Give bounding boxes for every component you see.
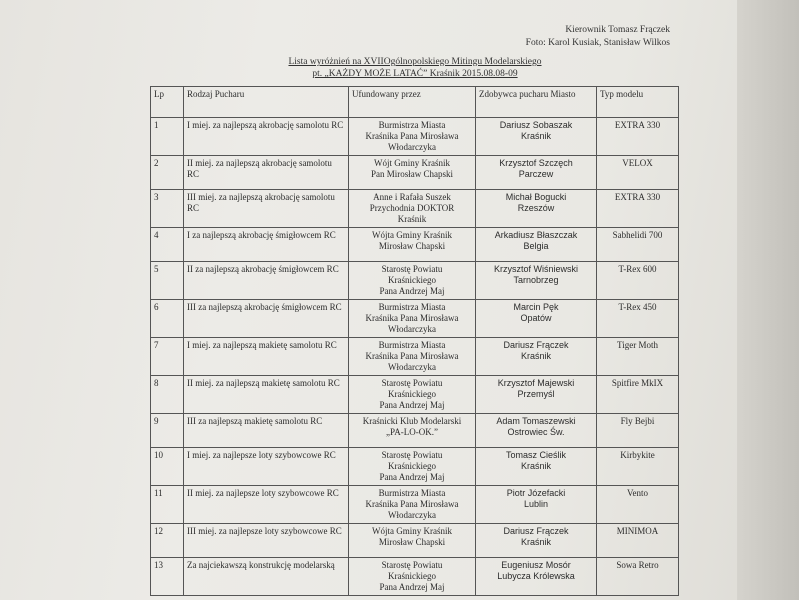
funded-line: Kraśnickiego [388, 461, 436, 471]
funded-line: Włodarczyka [388, 324, 436, 334]
table-row [151, 448, 679, 486]
row-winner [476, 486, 597, 524]
winner-name: Arkadiusz Błaszczak [494, 230, 578, 240]
funded-line: Wójta Gminy Kraśnik [372, 526, 452, 536]
row-model: Spitfire MkIX [597, 376, 679, 414]
table-row [151, 118, 679, 156]
credits-photo: Foto: Karol Kusiak, Stanisław Wilkos [525, 38, 670, 48]
row-lp: 4 [151, 228, 184, 262]
header-lp: Lp [151, 87, 184, 118]
row-model: T-Rex 450 [597, 300, 679, 338]
row-kind: I miej. za najlepsze loty szybowcowe RC [184, 448, 349, 486]
winner-city: Kraśnik [520, 537, 551, 547]
credits-block [490, 24, 670, 50]
table-row [151, 486, 679, 524]
winner-city: Przemyśl [517, 389, 555, 399]
funded-line: Włodarczyka [388, 510, 436, 520]
row-lp: 9 [151, 414, 184, 448]
winner-city: Rzeszów [517, 203, 555, 213]
document-heading [255, 56, 575, 80]
funded-line: Kraśnicki Klub Modelarski [362, 416, 462, 426]
row-model: Kirbykite [597, 448, 679, 486]
row-model: Vento [597, 486, 679, 524]
funded-line: Kraśnika Pana Mirosława [365, 351, 459, 361]
row-winner [476, 156, 597, 190]
funded-line: Kraśnika Pana Mirosława [365, 499, 459, 509]
funded-line: Starostę Powiatu [381, 378, 443, 388]
row-winner [476, 262, 597, 300]
row-winner [476, 300, 597, 338]
row-lp: 12 [151, 524, 184, 558]
row-kind: II miej. za najlepszą akrobację samolotu RC [184, 156, 349, 190]
funded-line: Przychodnia DOKTOR [369, 203, 455, 213]
row-kind: I miej. za najlepszą akrobację samolotu RC [184, 118, 349, 156]
winner-city: Parczew [518, 169, 554, 179]
funded-line: Mirosław Chapski [378, 537, 446, 547]
table-row [151, 228, 679, 262]
funded-line: Wójt Gminy Kraśnik [374, 158, 450, 168]
awards-table [150, 86, 679, 596]
funded-line: Burmistrza Miasta [378, 488, 446, 498]
winner-city: Kraśnik [520, 461, 551, 471]
funded-line: Burmistrza Miasta [378, 340, 446, 350]
winner-name: Krzysztof Wiśniewski [493, 264, 578, 274]
funded-line: Wójta Gminy Kraśnik [372, 230, 452, 240]
row-lp: 3 [151, 190, 184, 228]
winner-name: Michał Bogucki [505, 192, 567, 202]
row-winner [476, 190, 597, 228]
funded-line: Starostę Powiatu [381, 264, 443, 274]
header-model: Typ modelu [597, 87, 679, 118]
row-winner [476, 524, 597, 558]
row-kind: III za najlepszą makietę samolotu RC [184, 414, 349, 448]
winner-name: Adam Tomaszewski [496, 416, 576, 426]
page-shadow-edge [737, 0, 799, 600]
row-winner [476, 558, 597, 596]
table-row [151, 524, 679, 558]
funded-line: Pana Andrzej Maj [379, 582, 445, 592]
row-lp: 11 [151, 486, 184, 524]
table-row [151, 414, 679, 448]
winner-name: Dariusz Sobaszak [499, 120, 573, 130]
row-kind: Za najciekawszą konstrukcję modelarską [184, 558, 349, 596]
header-winner: Zdobywca pucharu Miasto [476, 87, 597, 118]
table-row [151, 190, 679, 228]
table-row [151, 156, 679, 190]
row-model: MINIMOA [597, 524, 679, 558]
row-winner [476, 228, 597, 262]
row-kind: II miej. za najlepszą makietę samolotu RC [184, 376, 349, 414]
row-kind: III miej. za najlepsze loty szybowcowe RC [184, 524, 349, 558]
row-funded [349, 524, 476, 558]
row-winner [476, 376, 597, 414]
funded-line: Burmistrza Miasta [378, 302, 446, 312]
row-model: Tiger Moth [597, 338, 679, 376]
winner-name: Piotr Józefacki [506, 488, 566, 498]
row-funded [349, 190, 476, 228]
funded-line: Pana Andrzej Maj [379, 286, 445, 296]
funded-line: Starostę Powiatu [381, 560, 443, 570]
row-winner [476, 414, 597, 448]
header-kind: Rodzaj Pucharu [184, 87, 349, 118]
funded-line: Włodarczyka [388, 142, 436, 152]
funded-line: Kraśnickiego [388, 571, 436, 581]
row-lp: 1 [151, 118, 184, 156]
header-funded: Ufundowany przez [349, 87, 476, 118]
row-model: VELOX [597, 156, 679, 190]
row-funded [349, 486, 476, 524]
row-model: Sabhelidi 700 [597, 228, 679, 262]
row-funded [349, 300, 476, 338]
winner-name: Tomasz Cieślik [505, 450, 566, 460]
row-funded [349, 376, 476, 414]
row-kind: II miej. za najlepsze loty szybowcowe RC [184, 486, 349, 524]
row-kind: III za najlepszą akrobację śmigłowcem RC [184, 300, 349, 338]
row-kind: II za najlepszą akrobację śmigłowcem RC [184, 262, 349, 300]
row-funded [349, 448, 476, 486]
row-funded [349, 118, 476, 156]
row-lp: 7 [151, 338, 184, 376]
row-model: T-Rex 600 [597, 262, 679, 300]
credits-manager: Kierownik Tomasz Frączek [565, 25, 670, 35]
funded-line: Burmistrza Miasta [378, 120, 446, 130]
row-winner [476, 448, 597, 486]
winner-name: Dariusz Frączek [503, 526, 569, 536]
row-winner [476, 118, 597, 156]
winner-city: Kraśnik [520, 351, 551, 361]
winner-city: Lubycza Królewska [497, 571, 575, 581]
winner-city: Ostrowiec Św. [507, 427, 565, 437]
row-funded [349, 414, 476, 448]
table-row [151, 558, 679, 596]
funded-line: Kraśnickiego [388, 389, 436, 399]
funded-line: Pana Andrzej Maj [379, 472, 445, 482]
row-kind: I za najlepszą akrobację śmigłowcem RC [184, 228, 349, 262]
heading-line-2: pt. „KAŻDY MOŻE LATAĆ” Kraśnik 2015.08.08-09 [312, 69, 518, 79]
heading-line-1: Lista wyróżnień na XVIIOgólnopolskiego Mitingu Modelarskiego [288, 57, 542, 67]
funded-line: Kraśnik [397, 214, 427, 224]
funded-line: Kraśnickiego [388, 275, 436, 285]
winner-name: Eugeniusz Mosór [501, 560, 571, 570]
row-funded [349, 228, 476, 262]
row-lp: 2 [151, 156, 184, 190]
funded-line: Anne i Rafała Suszek [373, 192, 451, 202]
row-model: EXTRA 330 [597, 190, 679, 228]
funded-line: Pana Andrzej Maj [379, 400, 445, 410]
row-model: Sowa Retro [597, 558, 679, 596]
row-kind: III miej. za najlepszą akrobację samolotu RC [184, 190, 349, 228]
table-header-row [151, 87, 679, 118]
row-funded [349, 262, 476, 300]
winner-city: Tarnobrzeg [513, 275, 559, 285]
table-row [151, 300, 679, 338]
winner-name: Dariusz Frączek [503, 340, 569, 350]
winner-city: Kraśnik [520, 131, 551, 141]
winner-city: Opatów [520, 313, 552, 323]
winner-name: Krzysztof Majewski [497, 378, 575, 388]
row-lp: 8 [151, 376, 184, 414]
winner-name: Krzysztof Szczęch [499, 158, 573, 168]
funded-line: Mirosław Chapski [378, 241, 446, 251]
funded-line: Kraśnika Pana Mirosława [365, 313, 459, 323]
row-lp: 10 [151, 448, 184, 486]
winner-city: Belgia [523, 241, 549, 251]
row-model: Fly Bejbi [597, 414, 679, 448]
funded-line: Pan Mirosław Chapski [371, 169, 453, 179]
row-funded [349, 338, 476, 376]
funded-line: Włodarczyka [388, 362, 436, 372]
row-lp: 6 [151, 300, 184, 338]
winner-name: Marcin Pęk [513, 302, 559, 312]
row-model: EXTRA 330 [597, 118, 679, 156]
row-kind: I miej. za najlepszą makietę samolotu RC [184, 338, 349, 376]
funded-line: Starostę Powiatu [381, 450, 443, 460]
row-lp: 13 [151, 558, 184, 596]
row-funded [349, 558, 476, 596]
row-funded [349, 156, 476, 190]
table-row [151, 376, 679, 414]
row-lp: 5 [151, 262, 184, 300]
row-winner [476, 338, 597, 376]
table-row [151, 262, 679, 300]
table-row [151, 338, 679, 376]
funded-line: Kraśnika Pana Mirosława [365, 131, 459, 141]
funded-line: „PA-LO-OK.” [386, 427, 438, 437]
winner-city: Lublin [523, 499, 549, 509]
